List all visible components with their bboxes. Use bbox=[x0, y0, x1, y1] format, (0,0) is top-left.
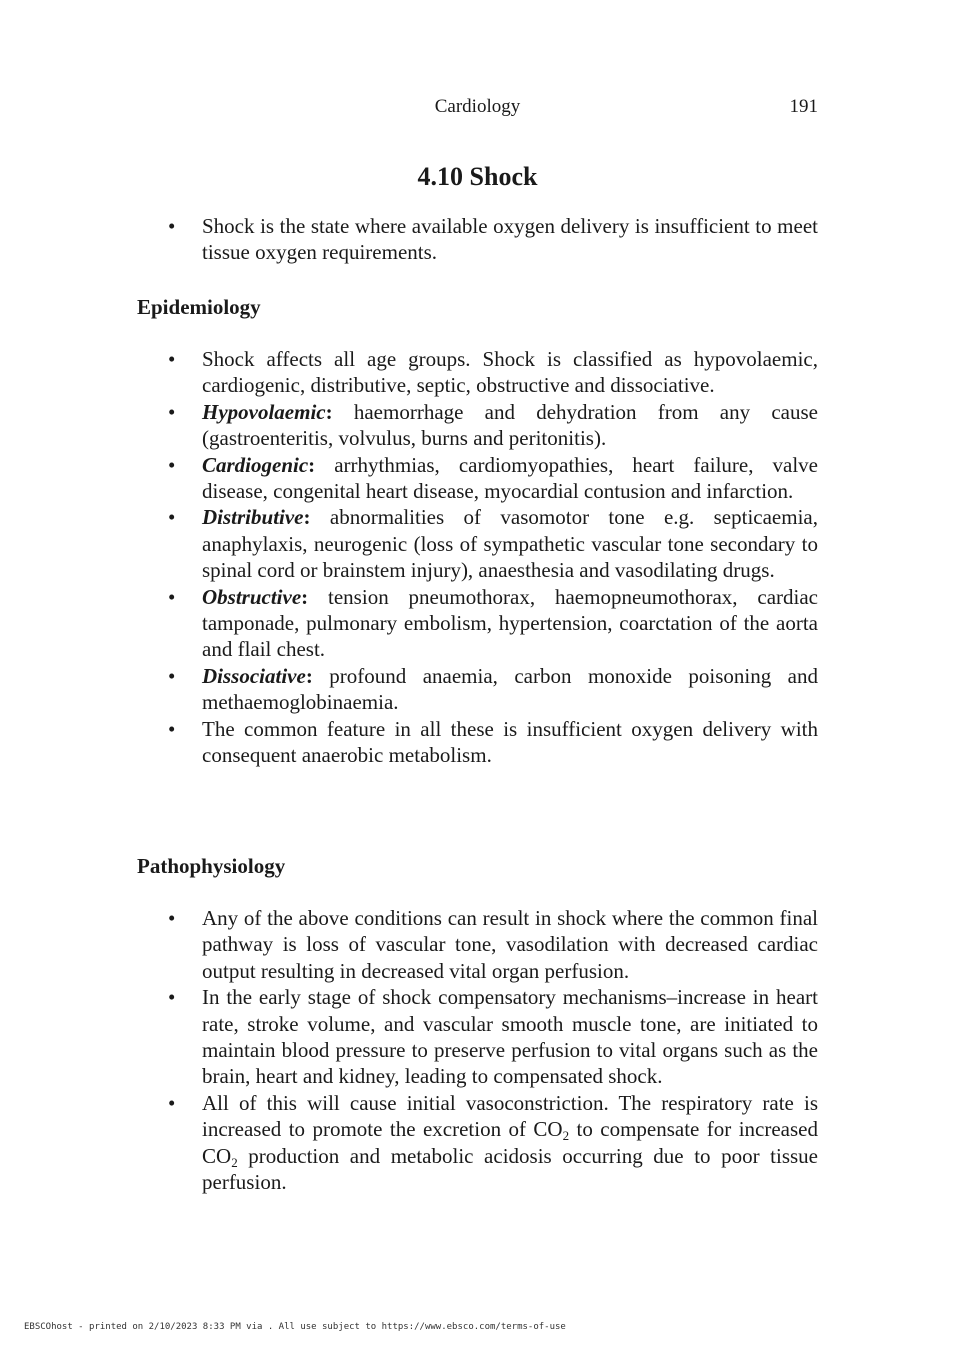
item-text: production and metabolic acidosis occurring due to poor tissue perfusion. bbox=[202, 1143, 818, 1195]
item-text: haemorrhage and dehydration from any cause (gastroenteritis, volvulus, burns and peritonitis). bbox=[202, 399, 818, 451]
item-text: All of this will cause initial vasoconstriction. The respiratory rate is increased to promote the excretion of CO bbox=[202, 1090, 818, 1142]
item-text: Shock affects all age groups. Shock is classified as hypovolaemic, cardiogenic, distributive, septic, obstructive and dissociative. bbox=[202, 347, 818, 398]
list-item bbox=[137, 504, 818, 583]
list-item: • Any of the above conditions can result in shock where the common final pathway is loss of vascular tone, vasodilation with decreased cardiac output resulting in decreased vital organ perfusion. bbox=[137, 905, 818, 984]
epidemiology-list bbox=[137, 346, 818, 769]
item-text: tension pneumothorax, haemopneumothorax, cardiac tamponade, pulmonary embolism, hypertension, coarctation of the aorta and flail chest. bbox=[202, 584, 818, 662]
shock-type-term: Obstructive bbox=[202, 584, 302, 609]
term-colon: : bbox=[303, 505, 311, 530]
page-number: 191 bbox=[789, 96, 818, 117]
subscript: 2 bbox=[231, 1154, 238, 1170]
pathophysiology-heading: Pathophysiology bbox=[137, 854, 286, 878]
term-colon: : bbox=[305, 663, 313, 688]
intro-list bbox=[137, 213, 818, 266]
intro-block bbox=[137, 213, 818, 266]
epidemiology-heading: Epidemiology bbox=[137, 295, 261, 319]
shock-type-term: Cardiogenic bbox=[202, 452, 309, 477]
item-text: The common feature in all these is insufficient oxygen delivery with consequent anaerobic metabolism. bbox=[202, 716, 818, 768]
item-text: profound anaemia, carbon monoxide poisoning and methaemoglobinaemia. bbox=[202, 663, 818, 715]
list-item bbox=[137, 1090, 818, 1196]
running-header bbox=[137, 96, 818, 122]
shock-type-term: Hypovolaemic bbox=[202, 399, 326, 424]
shock-type-term: Distributive bbox=[202, 505, 304, 530]
list-item bbox=[137, 716, 818, 769]
term-colon: : bbox=[325, 399, 333, 424]
list-item: • Shock is the state where available oxygen delivery is insufficient to meet tissue oxygen requirements. bbox=[137, 213, 818, 266]
pathophysiology-block bbox=[137, 905, 818, 1195]
subscript: 2 bbox=[562, 1128, 570, 1144]
pathophysiology-list bbox=[137, 905, 818, 1195]
list-item: • In the early stage of shock compensatory mechanisms–increase in heart rate, stroke volume, and vascular smooth muscle tone, are initiated to maintain blood pressure to preserve perfusion to vital organs such as the brain, heart and kidney, leading to compensated shock. bbox=[137, 984, 818, 1090]
section-title: 4.10 Shock bbox=[417, 162, 538, 191]
epidemiology-block bbox=[137, 346, 818, 769]
term-colon: : bbox=[308, 452, 316, 477]
item-text: abnormalities of vasomotor tone e.g. septicaemia, anaphylaxis, neurogenic (loss of sympathetic vascular tone secondary to spinal cord or brainstem injury), anaesthesia and vasodilating drugs. bbox=[202, 505, 818, 583]
list-item bbox=[137, 584, 818, 663]
running-title: Cardiology bbox=[434, 96, 521, 117]
item-text: to compensate for increased CO bbox=[202, 1117, 818, 1168]
list-item bbox=[137, 399, 818, 452]
list-item bbox=[137, 452, 818, 505]
list-item bbox=[137, 663, 818, 716]
item-text: arrhythmias, cardiomyopathies, heart failure, valve disease, congenital heart disease, myocardial contusion and infarction. bbox=[202, 452, 818, 504]
term-colon: : bbox=[301, 584, 309, 609]
shock-type-term: Dissociative bbox=[202, 663, 306, 688]
print-footer: EBSCOhost - printed on 2/10/2023 8:33 PM via . All use subject to https://www.ebsco.com/terms-of-use bbox=[24, 1322, 566, 1332]
list-item bbox=[137, 346, 818, 399]
